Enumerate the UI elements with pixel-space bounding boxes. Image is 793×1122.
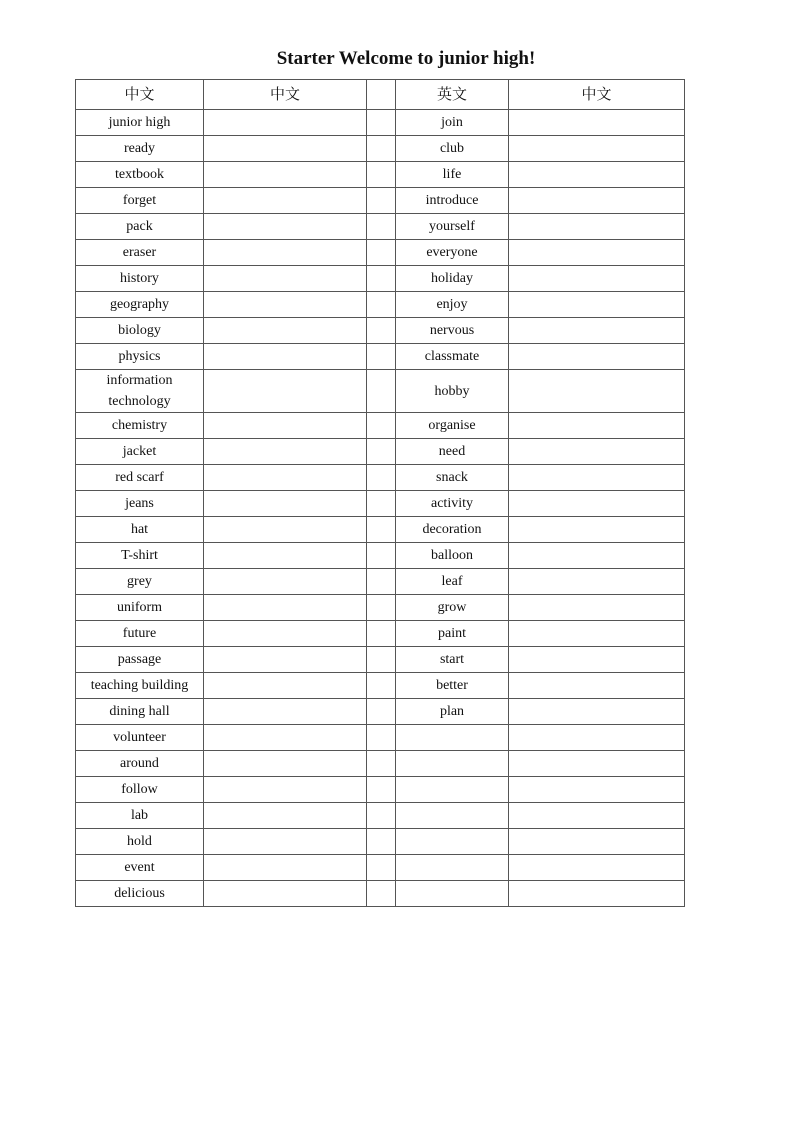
column-gap <box>367 569 396 595</box>
left-answer-cell[interactable] <box>204 621 367 647</box>
right-answer-column-header: 中文 <box>509 80 685 110</box>
left-word-cell: textbook <box>76 162 204 188</box>
column-gap <box>367 136 396 162</box>
left-answer-cell[interactable] <box>204 439 367 465</box>
column-gap <box>367 370 396 413</box>
left-answer-cell[interactable] <box>204 803 367 829</box>
table-row <box>76 240 685 266</box>
column-gap <box>367 673 396 699</box>
left-word-cell: chemistry <box>76 413 204 439</box>
table-row <box>76 673 685 699</box>
left-word-cell: forget <box>76 188 204 214</box>
left-word-cell: future <box>76 621 204 647</box>
left-word-cell: follow <box>76 777 204 803</box>
right-answer-cell[interactable] <box>509 491 685 517</box>
column-gap <box>367 465 396 491</box>
right-answer-cell[interactable] <box>509 855 685 881</box>
table-row <box>76 136 685 162</box>
right-word-cell: balloon <box>396 543 509 569</box>
right-answer-cell[interactable] <box>509 829 685 855</box>
left-answer-cell[interactable] <box>204 413 367 439</box>
column-gap <box>367 292 396 318</box>
right-word-cell: nervous <box>396 318 509 344</box>
left-answer-cell[interactable] <box>204 370 367 413</box>
right-answer-cell[interactable] <box>509 621 685 647</box>
column-gap <box>367 188 396 214</box>
right-word-cell <box>396 777 509 803</box>
column-gap <box>367 777 396 803</box>
left-word-cell: volunteer <box>76 725 204 751</box>
table-row <box>76 517 685 543</box>
left-answer-cell[interactable] <box>204 491 367 517</box>
right-word-cell <box>396 725 509 751</box>
right-answer-cell[interactable] <box>509 292 685 318</box>
left-word-cell: lab <box>76 803 204 829</box>
left-word-cell: physics <box>76 344 204 370</box>
column-gap <box>367 595 396 621</box>
left-word-cell: jeans <box>76 491 204 517</box>
left-answer-cell[interactable] <box>204 881 367 907</box>
column-gap <box>367 621 396 647</box>
right-word-cell <box>396 751 509 777</box>
column-gap <box>367 110 396 136</box>
right-answer-cell[interactable] <box>509 188 685 214</box>
column-gap <box>367 344 396 370</box>
left-word-cell: T-shirt <box>76 543 204 569</box>
table-row <box>76 699 685 725</box>
left-answer-cell[interactable] <box>204 162 367 188</box>
right-word-cell: plan <box>396 699 509 725</box>
right-answer-cell[interactable] <box>509 318 685 344</box>
left-answer-cell[interactable] <box>204 569 367 595</box>
right-word-cell: classmate <box>396 344 509 370</box>
right-word-column-header: 英文 <box>396 80 509 110</box>
left-answer-cell[interactable] <box>204 465 367 491</box>
left-word-cell: eraser <box>76 240 204 266</box>
right-word-cell <box>396 881 509 907</box>
table-row <box>76 621 685 647</box>
vocabulary-rows <box>76 110 685 907</box>
left-answer-cell[interactable] <box>204 318 367 344</box>
right-word-cell: everyone <box>396 240 509 266</box>
table-row <box>76 370 685 413</box>
right-answer-cell[interactable] <box>509 777 685 803</box>
column-gap <box>367 855 396 881</box>
right-answer-cell[interactable] <box>509 110 685 136</box>
table-row <box>76 491 685 517</box>
left-answer-cell[interactable] <box>204 292 367 318</box>
left-word-cell: biology <box>76 318 204 344</box>
right-word-cell: decoration <box>396 517 509 543</box>
right-answer-cell[interactable] <box>509 370 685 413</box>
left-word-cell: teaching building <box>76 673 204 699</box>
left-answer-cell[interactable] <box>204 266 367 292</box>
left-answer-cell[interactable] <box>204 543 367 569</box>
right-answer-cell[interactable] <box>509 803 685 829</box>
right-answer-cell[interactable] <box>509 569 685 595</box>
left-word-cell: jacket <box>76 439 204 465</box>
vocabulary-table <box>75 79 685 907</box>
right-word-cell: hobby <box>396 370 509 413</box>
right-word-cell: better <box>396 673 509 699</box>
right-word-cell: activity <box>396 491 509 517</box>
right-answer-cell[interactable] <box>509 725 685 751</box>
left-answer-cell[interactable] <box>204 647 367 673</box>
table-row <box>76 569 685 595</box>
right-answer-cell[interactable] <box>509 881 685 907</box>
left-word-cell: around <box>76 751 204 777</box>
column-gap <box>367 80 396 110</box>
right-word-cell <box>396 855 509 881</box>
column-gap <box>367 240 396 266</box>
left-answer-cell[interactable] <box>204 855 367 881</box>
left-word-cell: geography <box>76 292 204 318</box>
left-word-cell: ready <box>76 136 204 162</box>
right-word-cell: grow <box>396 595 509 621</box>
right-word-cell: life <box>396 162 509 188</box>
left-answer-cell[interactable] <box>204 595 367 621</box>
right-word-cell: introduce <box>396 188 509 214</box>
right-word-cell: club <box>396 136 509 162</box>
right-word-cell: need <box>396 439 509 465</box>
table-row <box>76 881 685 907</box>
right-answer-cell[interactable] <box>509 214 685 240</box>
left-answer-cell[interactable] <box>204 240 367 266</box>
right-word-cell: snack <box>396 465 509 491</box>
right-answer-cell[interactable] <box>509 517 685 543</box>
left-answer-cell[interactable] <box>204 517 367 543</box>
table-row <box>76 162 685 188</box>
table-row <box>76 543 685 569</box>
right-word-cell: enjoy <box>396 292 509 318</box>
column-gap <box>367 699 396 725</box>
right-word-cell: paint <box>396 621 509 647</box>
table-row <box>76 413 685 439</box>
right-answer-cell[interactable] <box>509 413 685 439</box>
column-gap <box>367 162 396 188</box>
table-row <box>76 110 685 136</box>
column-gap <box>367 647 396 673</box>
left-answer-cell[interactable] <box>204 699 367 725</box>
table-row <box>76 214 685 240</box>
column-gap <box>367 413 396 439</box>
left-answer-cell[interactable] <box>204 777 367 803</box>
table-row <box>76 855 685 881</box>
left-answer-cell[interactable] <box>204 344 367 370</box>
table-row <box>76 292 685 318</box>
left-answer-cell[interactable] <box>204 725 367 751</box>
left-word-cell: dining hall <box>76 699 204 725</box>
column-gap <box>367 751 396 777</box>
left-word-cell: junior high <box>76 110 204 136</box>
right-word-cell: start <box>396 647 509 673</box>
right-answer-cell[interactable] <box>509 240 685 266</box>
right-answer-cell[interactable] <box>509 136 685 162</box>
right-word-cell: leaf <box>396 569 509 595</box>
table-row <box>76 777 685 803</box>
left-word-column-header: 中文 <box>76 80 204 110</box>
column-gap <box>367 725 396 751</box>
table-row <box>76 595 685 621</box>
left-word-cell: history <box>76 266 204 292</box>
table-row <box>76 725 685 751</box>
right-word-cell: join <box>396 110 509 136</box>
right-word-cell <box>396 803 509 829</box>
column-gap <box>367 214 396 240</box>
left-answer-cell[interactable] <box>204 110 367 136</box>
table-row <box>76 647 685 673</box>
column-gap <box>367 829 396 855</box>
left-answer-cell[interactable] <box>204 136 367 162</box>
column-gap <box>367 517 396 543</box>
right-answer-cell[interactable] <box>509 439 685 465</box>
table-row <box>76 188 685 214</box>
table-row <box>76 318 685 344</box>
left-answer-column-header: 中文 <box>204 80 367 110</box>
right-word-cell: holiday <box>396 266 509 292</box>
column-gap <box>367 439 396 465</box>
right-answer-cell[interactable] <box>509 647 685 673</box>
left-word-cell: pack <box>76 214 204 240</box>
left-word-cell: event <box>76 855 204 881</box>
left-word-cell: grey <box>76 569 204 595</box>
left-word-cell: passage <box>76 647 204 673</box>
right-answer-cell[interactable] <box>509 543 685 569</box>
table-row <box>76 344 685 370</box>
left-answer-cell[interactable] <box>204 214 367 240</box>
column-gap <box>367 543 396 569</box>
left-word-cell: uniform <box>76 595 204 621</box>
right-answer-cell[interactable] <box>509 751 685 777</box>
left-word-cell: hat <box>76 517 204 543</box>
column-gap <box>367 318 396 344</box>
left-answer-cell[interactable] <box>204 829 367 855</box>
left-answer-cell[interactable] <box>204 188 367 214</box>
column-gap <box>367 803 396 829</box>
page-title: Starter Welcome to junior high! <box>276 48 536 69</box>
column-gap <box>367 881 396 907</box>
right-answer-cell[interactable] <box>509 162 685 188</box>
table-row <box>76 266 685 292</box>
table-row <box>76 803 685 829</box>
right-answer-cell[interactable] <box>509 465 685 491</box>
right-word-cell: yourself <box>396 214 509 240</box>
table-row <box>76 465 685 491</box>
right-word-cell <box>396 829 509 855</box>
right-answer-cell[interactable] <box>509 595 685 621</box>
column-gap <box>367 266 396 292</box>
table-row <box>76 439 685 465</box>
table-header-row <box>76 80 685 110</box>
left-word-cell: information technology <box>76 370 204 413</box>
right-answer-cell[interactable] <box>509 266 685 292</box>
right-answer-cell[interactable] <box>509 673 685 699</box>
left-answer-cell[interactable] <box>204 673 367 699</box>
table-row <box>76 829 685 855</box>
right-answer-cell[interactable] <box>509 699 685 725</box>
table-row <box>76 751 685 777</box>
column-gap <box>367 491 396 517</box>
right-answer-cell[interactable] <box>509 344 685 370</box>
right-word-cell: organise <box>396 413 509 439</box>
left-word-cell: delicious <box>76 881 204 907</box>
left-word-cell: red scarf <box>76 465 204 491</box>
left-answer-cell[interactable] <box>204 751 367 777</box>
left-word-cell: hold <box>76 829 204 855</box>
